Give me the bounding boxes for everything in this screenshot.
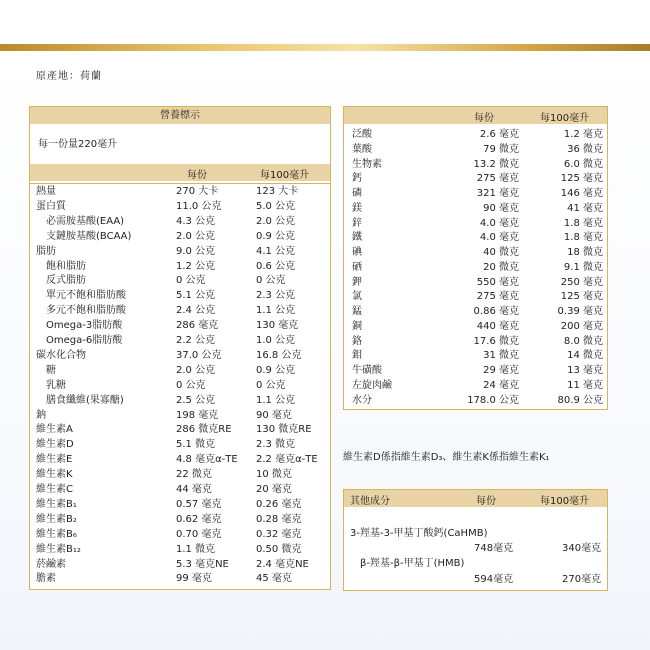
nutrient-name: 反式脂肪: [46, 275, 86, 287]
nutrient-per-serving: 11.0 公克: [176, 200, 222, 212]
nutrient-per-100ml: 0 公克: [256, 379, 286, 391]
mineral-per-100ml: 1.8 毫克: [563, 217, 603, 229]
nutrient-per-100ml: 2.2 毫克α-TE: [256, 454, 318, 466]
nutrient-per-100ml: 4.1 公克: [256, 245, 296, 257]
mineral-per-100ml: 11 毫克: [567, 379, 603, 391]
mineral-per-100ml: 6.0 微克: [563, 158, 603, 170]
mineral-name: 硒: [352, 261, 362, 273]
mineral-row: [344, 364, 607, 377]
mineral-per-serving: 275 毫克: [476, 173, 519, 185]
nutrient-per-serving: 0 公克: [176, 379, 206, 391]
nutrient-name: 鈉: [36, 409, 46, 421]
other-item-name: 3-羥基-3-甲基丁酸鈣(CaHMB): [350, 528, 488, 539]
nutrient-per-serving: 99 毫克: [176, 573, 212, 585]
row-divider: [30, 183, 330, 184]
column-per-100ml: 每100毫升: [540, 113, 590, 124]
nutrient-per-serving: 2.0 公克: [176, 230, 216, 242]
mineral-per-serving: 0.86 毫克: [473, 306, 519, 317]
nutrition-row: [30, 408, 330, 423]
mineral-row: [344, 320, 607, 333]
nutrient-per-100ml: 0.28 毫克: [256, 513, 302, 525]
mineral-name: 銅: [352, 320, 362, 332]
nutrient-per-serving: 4.8 毫克α-TE: [176, 454, 238, 466]
mineral-per-serving: 550 毫克: [476, 276, 519, 288]
nutrient-name: 支鏈胺基酸(BCAA): [46, 230, 132, 242]
mineral-name: 鎂: [352, 202, 362, 214]
mineral-name: 水分: [352, 394, 372, 406]
vitamin-note: 維生素D係指維生素D₃、維生素K係指維生素K₁: [343, 452, 550, 463]
nutrient-name: 脂肪: [36, 245, 56, 257]
nutrient-per-100ml: 0.6 公克: [256, 260, 296, 272]
nutrient-per-serving: 1.1 微克: [176, 543, 216, 555]
mineral-per-100ml: 250 毫克: [560, 276, 603, 288]
mineral-per-serving: 17.6 微克: [473, 335, 519, 347]
serving-size: 每一份量220毫升: [38, 139, 118, 150]
mineral-per-100ml: 18 微克: [567, 247, 603, 258]
other-item-per: 748毫克: [474, 543, 514, 554]
other-ingredients-panel: [343, 489, 608, 591]
mineral-per-serving: 29 毫克: [483, 365, 519, 376]
nutrient-name: 菸鹼素: [36, 558, 66, 570]
mineral-name: 鈣: [352, 173, 362, 185]
nutrient-name: 維生素B₆: [36, 528, 77, 540]
mineral-row: [344, 335, 607, 348]
mineral-per-serving: 40 微克: [483, 247, 519, 258]
mineral-per-serving: 2.6 毫克: [479, 129, 519, 140]
nutrient-name: 維生素B₁: [36, 498, 77, 510]
nutrition-row: [30, 437, 330, 452]
minerals-panel: [343, 106, 608, 410]
mineral-per-100ml: 8.0 微克: [563, 335, 603, 347]
mineral-row: [344, 261, 607, 274]
nutrient-name: 膳食纖維(果寡醣): [46, 394, 124, 406]
nutrient-per-100ml: 5.0 公克: [256, 200, 296, 212]
mineral-row: [344, 276, 607, 289]
nutrient-per-serving: 22 微克: [176, 469, 212, 481]
mineral-per-serving: 24 毫克: [483, 379, 519, 391]
nutrition-row: [30, 363, 330, 378]
nutrient-per-serving: 2.4 公克: [176, 305, 216, 317]
column-per-serving: 每份: [476, 496, 496, 507]
nutrition-row: [30, 259, 330, 274]
mineral-row: [344, 217, 607, 230]
nutrient-per-100ml: 2.3 微克: [256, 439, 296, 451]
nutrient-per-serving: 2.5 公克: [176, 394, 216, 406]
mineral-per-100ml: 1.8 毫克: [563, 232, 603, 244]
mineral-name: 錳: [352, 306, 362, 317]
mineral-per-100ml: 80.9 公克: [557, 394, 603, 406]
nutrient-name: 糖: [46, 364, 56, 376]
mineral-name: 鉀: [352, 276, 362, 288]
nutrient-name: 飽和脂肪: [46, 260, 86, 272]
nutrition-row: [30, 184, 330, 199]
nutrient-per-serving: 0.57 毫克: [176, 498, 222, 510]
column-per-serving: 每份: [187, 170, 207, 181]
mineral-row: [344, 246, 607, 259]
nutrient-per-serving: 4.3 公克: [176, 215, 216, 227]
nutrition-row: [30, 244, 330, 259]
gold-divider: [0, 44, 650, 51]
nutrient-per-100ml: 2.3 公克: [256, 290, 296, 302]
nutrient-per-100ml: 10 微克: [256, 469, 292, 481]
nutrient-per-100ml: 0.9 公克: [256, 364, 296, 376]
nutrient-per-100ml: 0.9 公克: [256, 230, 296, 242]
nutrient-per-100ml: 2.4 毫克NE: [256, 558, 309, 570]
mineral-per-100ml: 0.39 毫克: [557, 306, 603, 317]
nutrition-row: [30, 214, 330, 229]
nutrient-per-100ml: 0.26 毫克: [256, 498, 302, 510]
nutrition-row: [30, 348, 330, 363]
nutrient-per-serving: 2.0 公克: [176, 364, 216, 376]
nutrient-per-100ml: 0 公克: [256, 275, 286, 287]
mineral-per-serving: 20 微克: [483, 261, 519, 273]
mineral-per-serving: 440 毫克: [476, 320, 519, 332]
nutrition-facts-title: 營養標示: [30, 107, 330, 124]
mineral-per-100ml: 41 毫克: [567, 202, 603, 214]
mineral-name: 牛磺酸: [352, 365, 382, 376]
nutrient-per-100ml: 45 毫克: [256, 573, 292, 585]
mineral-per-serving: 4.0 毫克: [479, 217, 519, 229]
nutrition-row: [30, 229, 330, 244]
mineral-name: 鐵: [352, 232, 362, 244]
nutrient-per-100ml: 16.8 公克: [256, 349, 302, 361]
nutrition-row: [30, 467, 330, 482]
mineral-row: [344, 231, 607, 244]
mineral-row: [344, 128, 607, 141]
mineral-name: 鉻: [352, 335, 362, 347]
nutrition-row: [30, 393, 330, 408]
nutrition-row: [30, 497, 330, 512]
minerals-column-header: [344, 107, 607, 124]
mineral-row: [344, 349, 607, 362]
nutrient-per-serving: 0.70 毫克: [176, 528, 222, 540]
nutrition-row: [30, 527, 330, 542]
nutrient-per-100ml: 130 毫克: [256, 320, 299, 332]
mineral-row: [344, 290, 607, 303]
mineral-per-serving: 31 微克: [483, 350, 519, 362]
other-item-per: 594毫克: [474, 574, 514, 585]
nutrient-per-serving: 37.0 公克: [176, 349, 222, 361]
mineral-per-serving: 275 毫克: [476, 291, 519, 303]
nutrition-row: [30, 318, 330, 333]
mineral-per-100ml: 125 毫克: [560, 173, 603, 185]
mineral-name: 葉酸: [352, 143, 372, 155]
nutrient-per-serving: 198 毫克: [176, 409, 219, 421]
nutrition-facts-panel: [29, 106, 331, 590]
nutrient-name: 維生素D: [36, 439, 74, 451]
mineral-row: [344, 305, 607, 318]
mineral-per-serving: 79 微克: [483, 143, 519, 155]
nutrition-row: [30, 571, 330, 586]
nutrition-row: [30, 482, 330, 497]
origin-label: 原產地：荷蘭: [36, 71, 102, 82]
mineral-name: 左旋肉鹼: [352, 379, 392, 391]
other-item-per100: 270毫克: [562, 574, 602, 585]
nutrient-per-serving: 270 大卡: [176, 186, 219, 197]
mineral-per-100ml: 36 微克: [567, 143, 603, 155]
nutrient-per-serving: 1.2 公克: [176, 260, 216, 272]
mineral-row: [344, 202, 607, 215]
nutrition-row: [30, 378, 330, 393]
column-per-100ml: 每100毫升: [540, 496, 590, 507]
nutrient-name: Omega-6脂肪酸: [46, 335, 123, 346]
other-ingredients-header: [344, 490, 607, 507]
mineral-row: [344, 143, 607, 156]
mineral-name: 泛酸: [352, 129, 372, 140]
nutrient-per-100ml: 123 大卡: [256, 186, 299, 197]
mineral-row: [344, 394, 607, 407]
nutrient-per-100ml: 90 毫克: [256, 409, 292, 421]
nutrient-name: 維生素B₂: [36, 513, 77, 525]
nutrient-per-100ml: 2.0 公克: [256, 215, 296, 227]
mineral-per-serving: 321 毫克: [476, 188, 519, 199]
nutrition-row: [30, 288, 330, 303]
nutrition-row: [30, 422, 330, 437]
mineral-per-100ml: 1.2 毫克: [563, 129, 603, 140]
mineral-row: [344, 379, 607, 392]
nutrient-per-100ml: 1.1 公克: [256, 305, 296, 317]
mineral-per-serving: 178.0 公克: [467, 394, 519, 406]
nutrient-per-100ml: 1.0 公克: [256, 335, 296, 346]
other-item-per100: 340毫克: [562, 543, 602, 554]
nutrient-name: 乳糖: [46, 379, 66, 391]
mineral-per-100ml: 9.1 微克: [563, 261, 603, 273]
mineral-name: 生物素: [352, 158, 382, 170]
nutrient-per-100ml: 130 微克RE: [256, 424, 312, 436]
mineral-row: [344, 158, 607, 171]
nutrition-row: [30, 542, 330, 557]
nutrient-name: 熱量: [36, 186, 56, 197]
nutrient-name: 膽素: [36, 573, 56, 585]
nutrition-column-header: [30, 164, 330, 181]
mineral-per-100ml: 200 毫克: [560, 320, 603, 332]
nutrition-row: [30, 452, 330, 467]
nutrient-name: 維生素B₁₂: [36, 543, 81, 555]
mineral-per-100ml: 125 毫克: [560, 291, 603, 303]
nutrient-per-serving: 5.1 公克: [176, 290, 216, 302]
nutrient-per-serving: 5.3 毫克NE: [176, 558, 229, 570]
nutrient-name: 維生素A: [36, 424, 73, 436]
nutrition-row: [30, 333, 330, 348]
mineral-per-100ml: 13 毫克: [567, 365, 603, 376]
nutrient-name: 維生素C: [36, 484, 73, 495]
nutrient-per-100ml: 1.1 公克: [256, 394, 296, 406]
mineral-per-100ml: 146 毫克: [560, 188, 603, 199]
nutrient-per-serving: 9.0 公克: [176, 245, 216, 257]
mineral-per-100ml: 14 微克: [567, 350, 603, 362]
nutrient-name: 維生素K: [36, 469, 73, 481]
nutrition-row: [30, 199, 330, 214]
nutrient-per-serving: 2.2 公克: [176, 335, 216, 346]
nutrient-name: 必需胺基酸(EAA): [46, 215, 125, 227]
mineral-per-serving: 4.0 毫克: [479, 232, 519, 244]
nutrition-row: [30, 273, 330, 288]
mineral-name: 磷: [352, 188, 362, 199]
mineral-name: 鋅: [352, 217, 362, 229]
nutrition-row: [30, 557, 330, 572]
nutrient-name: 維生素E: [36, 454, 73, 466]
nutrient-per-serving: 286 毫克: [176, 320, 219, 332]
mineral-name: 碘: [352, 247, 362, 258]
nutrient-name: 多元不飽和脂肪酸: [46, 305, 126, 317]
nutrient-per-serving: 286 微克RE: [176, 424, 232, 436]
mineral-name: 鉬: [352, 350, 362, 362]
nutrient-per-serving: 44 毫克: [176, 484, 212, 495]
nutrient-name: 單元不飽和脂肪酸: [46, 290, 126, 302]
other-ingredients-title: 其他成分: [350, 496, 390, 507]
nutrition-row: [30, 303, 330, 318]
mineral-name: 氯: [352, 291, 362, 303]
column-per-100ml: 每100毫升: [260, 170, 310, 181]
mineral-row: [344, 172, 607, 185]
mineral-per-serving: 90 毫克: [483, 202, 519, 214]
nutrient-per-100ml: 0.32 毫克: [256, 528, 302, 540]
nutrient-per-serving: 0.62 毫克: [176, 513, 222, 525]
nutrition-row: [30, 512, 330, 527]
nutrient-per-100ml: 0.50 微克: [256, 543, 302, 555]
nutrient-name: 蛋白質: [36, 200, 66, 212]
other-item-name: β-羥基-β-甲基丁(HMB): [360, 558, 465, 569]
mineral-per-serving: 13.2 微克: [473, 158, 519, 170]
mineral-row: [344, 187, 607, 200]
nutrient-per-serving: 5.1 微克: [176, 439, 216, 451]
nutrient-per-serving: 0 公克: [176, 275, 206, 287]
nutrient-name: 碳水化合物: [36, 349, 86, 361]
nutrient-per-100ml: 20 毫克: [256, 484, 292, 495]
column-per-serving: 每份: [474, 113, 494, 124]
nutrient-name: Omega-3脂肪酸: [46, 320, 123, 332]
